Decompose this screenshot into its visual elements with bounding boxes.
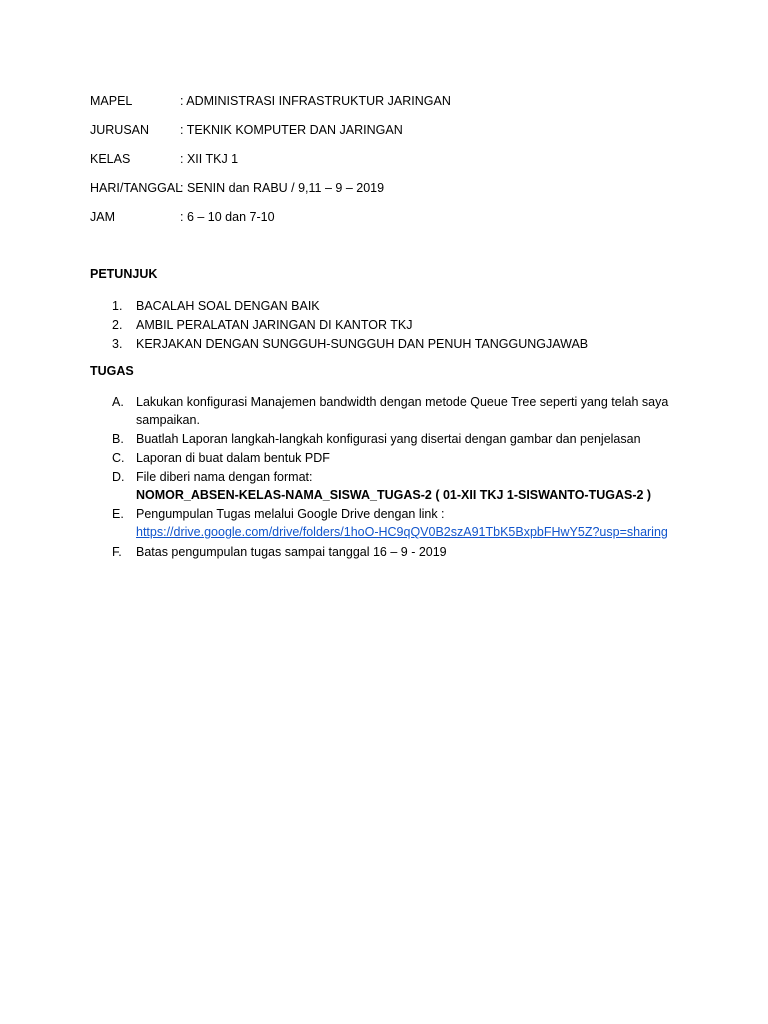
list-marker: B.: [112, 432, 124, 446]
meta-label: MAPEL: [90, 94, 133, 108]
list-item-text: Pengumpulan Tugas melalui Google Drive dengan link :: [136, 507, 445, 521]
meta-label: HARI/TANGGAL: [90, 181, 183, 195]
meta-row-kelas: [90, 152, 238, 166]
list-marker: 1.: [112, 299, 123, 313]
meta-value: : TEKNIK KOMPUTER DAN JARINGAN: [180, 123, 403, 137]
list-item-text: Buatlah Laporan langkah-langkah konfigurasi yang disertai dengan gambar dan penjelasan: [136, 432, 641, 446]
meta-row-mapel: [90, 94, 451, 108]
tugas-heading: TUGAS: [90, 364, 134, 378]
file-name-format: NOMOR_ABSEN-KELAS-NAMA_SISWA_TUGAS-2 ( 01-XII TKJ 1-SISWANTO-TUGAS-2 ): [136, 488, 652, 502]
list-item-text: AMBIL PERALATAN JARINGAN DI KANTOR TKJ: [136, 318, 413, 332]
meta-row-jurusan: [90, 123, 403, 137]
list-item-text: Batas pengumpulan tugas sampai tanggal 16 – 9 - 2019: [136, 545, 447, 559]
list-marker: 2.: [112, 318, 123, 332]
petunjuk-heading: PETUNJUK: [90, 267, 158, 281]
meta-value: : SENIN dan RABU / 9,11 – 9 – 2019: [180, 181, 385, 195]
list-marker: C.: [112, 451, 125, 465]
list-item-text: File diberi nama dengan format:: [136, 470, 313, 484]
meta-label: KELAS: [90, 152, 131, 166]
list-item-text: Laporan di buat dalam bentuk PDF: [136, 451, 330, 465]
google-drive-link[interactable]: https://drive.google.com/drive/folders/1hoO-HC9qQV0B2szA91TbK5BxpbFHwY5Z?usp=sharing: [136, 525, 668, 539]
meta-value: : XII TKJ 1: [180, 152, 239, 166]
meta-label: JURUSAN: [90, 123, 150, 137]
meta-row-hari-tanggal: [90, 181, 384, 195]
list-marker: F.: [112, 545, 122, 559]
list-item-body: [136, 468, 682, 504]
meta-label: JAM: [90, 210, 115, 224]
list-marker: A.: [112, 395, 124, 409]
meta-value: : ADMINISTRASI INFRASTRUKTUR JARINGAN: [180, 94, 451, 108]
list-marker: E.: [112, 507, 124, 521]
list-item-body: [136, 505, 682, 541]
list-marker: 3.: [112, 337, 123, 351]
list-item-text: KERJAKAN DENGAN SUNGGUH-SUNGGUH DAN PENUH TANGGUNGJAWAB: [136, 337, 589, 351]
meta-row-jam: [90, 210, 275, 224]
list-item-text: Lakukan konfigurasi Manajemen bandwidth dengan metode Queue Tree seperti yang telah saya sampaikan.: [136, 395, 669, 427]
list-marker: D.: [112, 470, 125, 484]
list-item-text: BACALAH SOAL DENGAN BAIK: [136, 299, 320, 313]
meta-value: : 6 – 10 dan 7-10: [180, 210, 275, 224]
